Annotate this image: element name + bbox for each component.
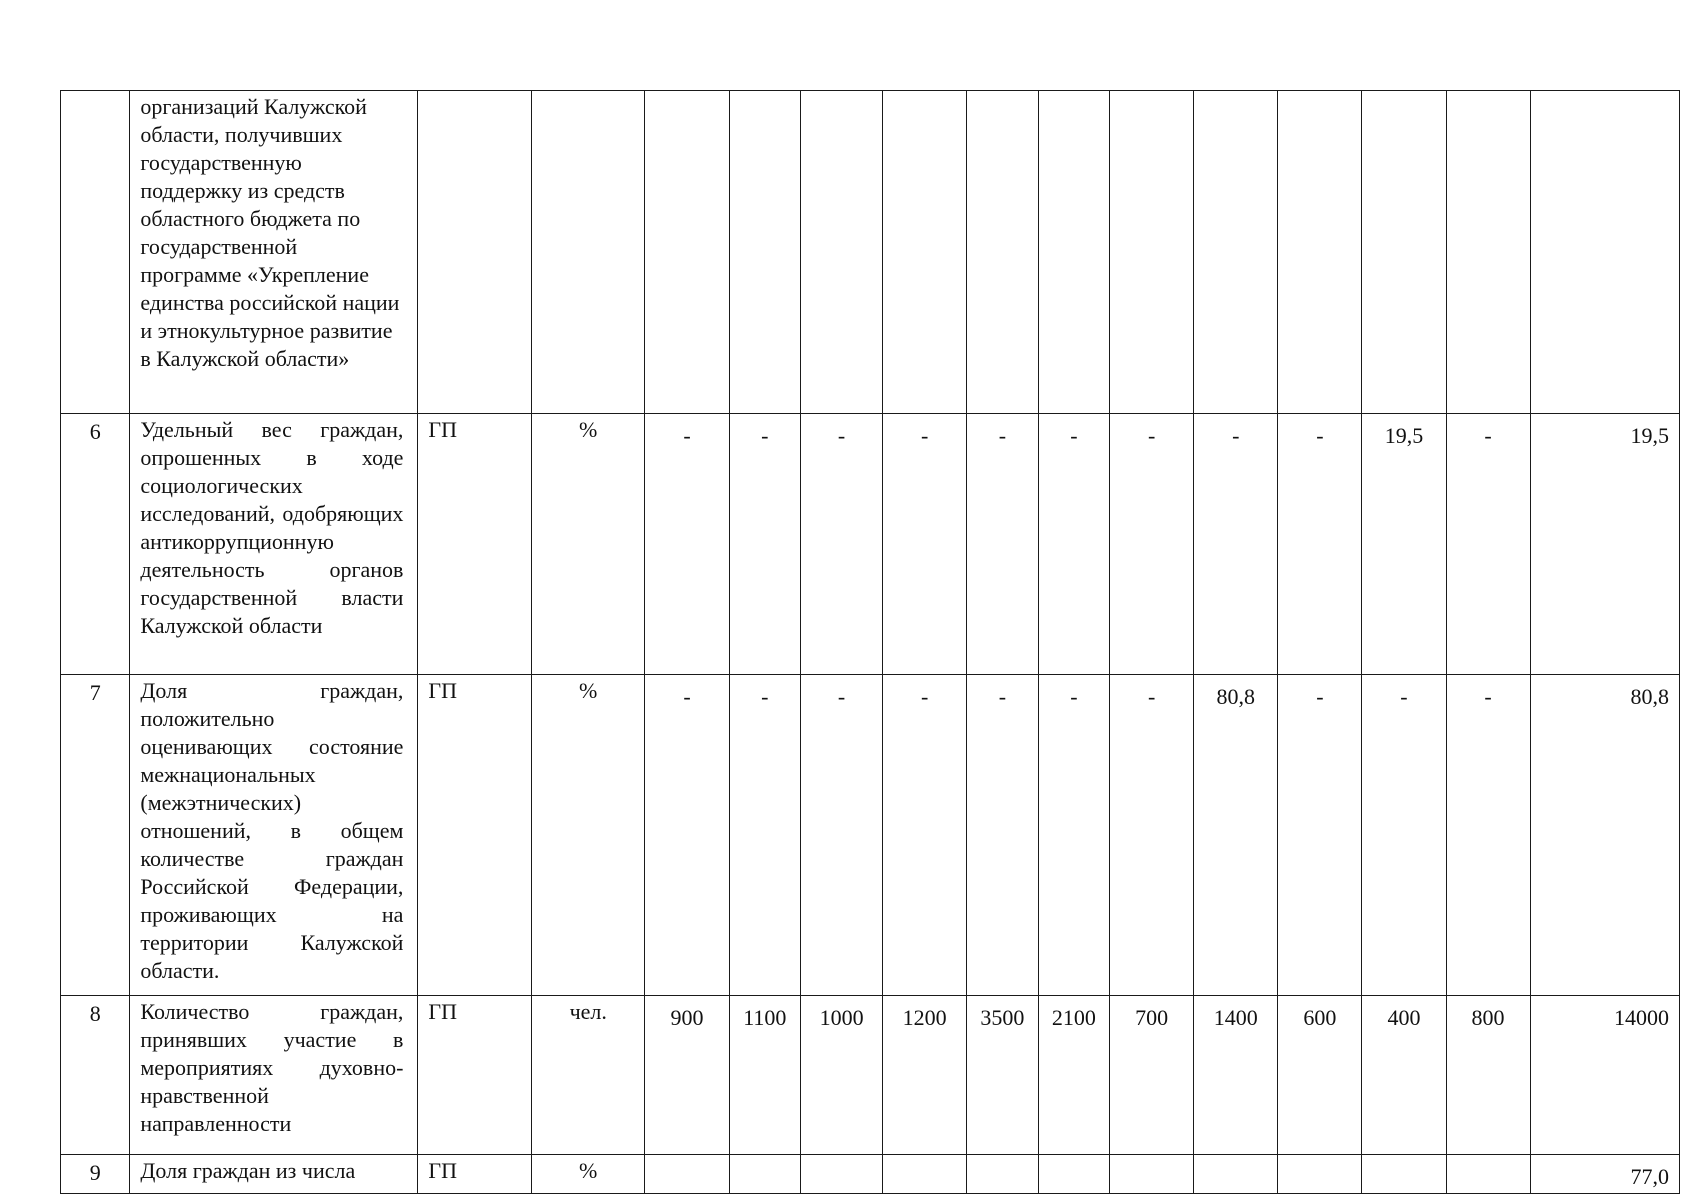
value-cell: - [1194,414,1278,675]
value-cell: 3500 [967,996,1038,1155]
total-cell: 14000 [1530,996,1679,1155]
value-cell: 1000 [801,996,883,1155]
source-cell: ГП [418,1155,532,1194]
row-number [61,91,130,414]
value-cell: - [1362,675,1446,996]
value-cell: - [1038,414,1109,675]
value-cell: 400 [1362,996,1446,1155]
value-cell [883,1155,967,1194]
value-cell [1194,1155,1278,1194]
value-cell: - [883,414,967,675]
total-cell [1530,91,1679,414]
value-cell: - [1446,675,1530,996]
value-cell [801,91,883,414]
row-number: 6 [61,414,130,675]
value-cell [1362,1155,1446,1194]
row-number: 7 [61,675,130,996]
source-cell: ГП [418,996,532,1155]
value-cell [1038,91,1109,414]
value-cell [729,1155,800,1194]
value-cell: 800 [1446,996,1530,1155]
indicator-table-page [60,90,1680,1194]
total-cell: 80,8 [1530,675,1679,996]
value-cell: - [1110,414,1194,675]
value-cell [967,1155,1038,1194]
value-cell [1194,91,1278,414]
unit-cell: чел. [531,996,645,1155]
value-cell [883,91,967,414]
value-cell: - [1278,414,1362,675]
value-cell: 2100 [1038,996,1109,1155]
value-cell: 600 [1278,996,1362,1155]
table-row [61,675,1680,996]
indicator-description: Доля граждан, положительно оценивающих состояние межнациональных (межэтнических) отношений, в общем количестве граждан Российской Федерации, проживающих на территории Калужской области. [130,675,418,996]
unit-cell: % [531,675,645,996]
table-row [61,414,1680,675]
value-cell: - [645,675,729,996]
value-cell [967,91,1038,414]
source-cell [418,91,532,414]
value-cell [1110,1155,1194,1194]
value-cell [645,91,729,414]
value-cell: - [801,414,883,675]
value-cell: - [645,414,729,675]
value-cell: - [1446,414,1530,675]
indicator-description: Количество граждан, принявших участие в мероприятиях духовно-нравственной направленности [130,996,418,1155]
indicator-description: организаций Калужской области, получивших государственную поддержку из средств областного бюджета по государственной программе «Укрепление единства российской нации и этнокультурное развитие в Калужской области» [130,91,418,414]
row-number: 9 [61,1155,130,1194]
value-cell: 700 [1110,996,1194,1155]
value-cell [645,1155,729,1194]
value-cell [1038,1155,1109,1194]
unit-cell: % [531,414,645,675]
total-cell: 77,0 [1530,1155,1679,1194]
table-row [61,996,1680,1155]
value-cell: - [801,675,883,996]
value-cell: - [883,675,967,996]
table-row [61,91,1680,414]
table-row [61,1155,1680,1194]
value-cell: 1100 [729,996,800,1155]
total-cell: 19,5 [1530,414,1679,675]
indicator-description: Удельный вес граждан, опрошенных в ходе социологических исследований, одобряющих антикоррупционную деятельность органов государственной власти Калужской области [130,414,418,675]
value-cell: - [1278,675,1362,996]
value-cell: - [1038,675,1109,996]
row-number: 8 [61,996,130,1155]
value-cell: 80,8 [1194,675,1278,996]
value-cell: - [729,414,800,675]
unit-cell [531,91,645,414]
source-cell: ГП [418,675,532,996]
value-cell [729,91,800,414]
value-cell [801,1155,883,1194]
value-cell: 1200 [883,996,967,1155]
value-cell [1446,91,1530,414]
value-cell: 900 [645,996,729,1155]
value-cell [1362,91,1446,414]
value-cell: - [1110,675,1194,996]
value-cell [1278,91,1362,414]
value-cell: - [967,414,1038,675]
value-cell [1278,1155,1362,1194]
unit-cell: % [531,1155,645,1194]
indicator-table [60,90,1680,1194]
value-cell: 19,5 [1362,414,1446,675]
value-cell: - [729,675,800,996]
value-cell: - [967,675,1038,996]
source-cell: ГП [418,414,532,675]
indicator-description: Доля граждан из числа [130,1155,418,1194]
value-cell [1446,1155,1530,1194]
value-cell: 1400 [1194,996,1278,1155]
value-cell [1110,91,1194,414]
